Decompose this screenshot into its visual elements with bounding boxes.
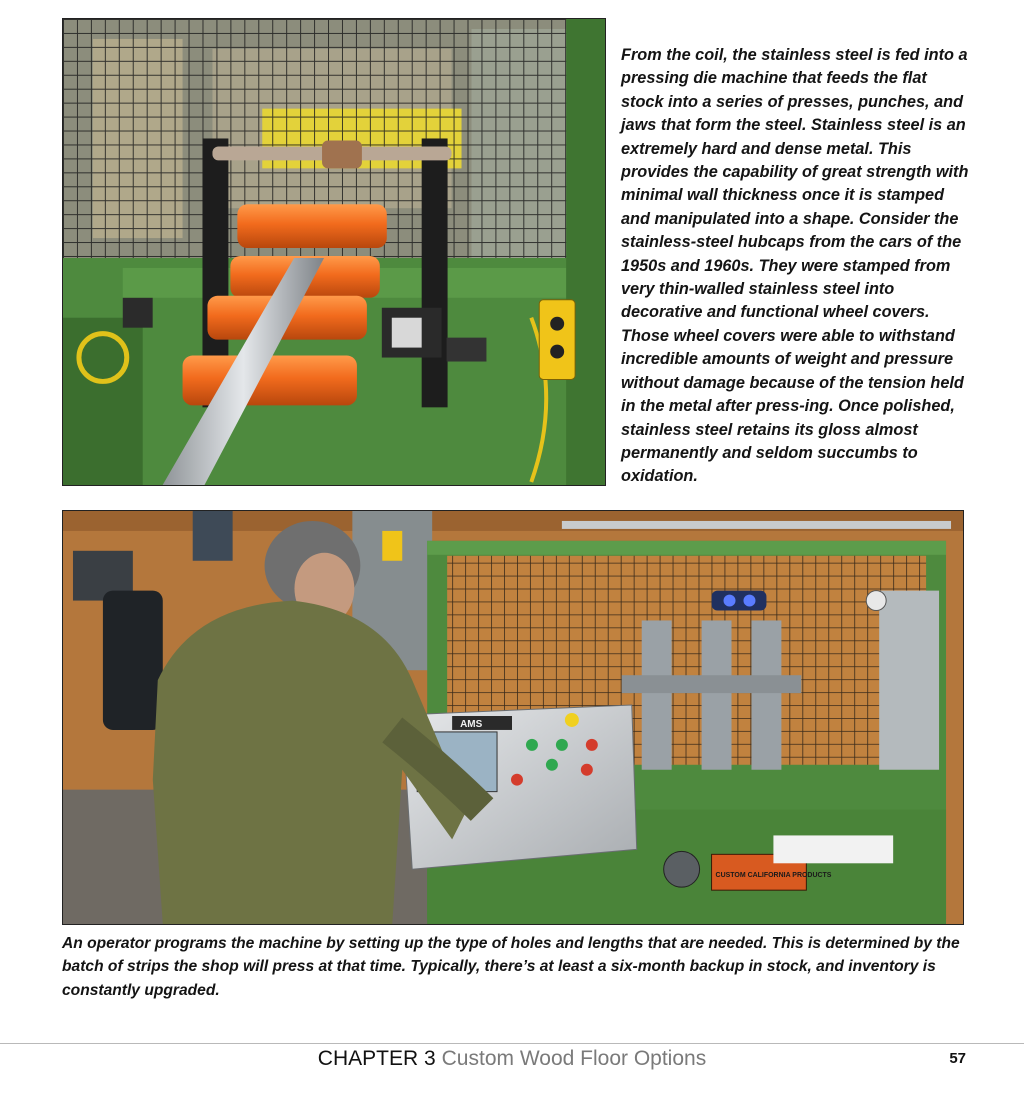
page-number: 57 xyxy=(949,1050,966,1067)
photo-feed-rollers xyxy=(62,18,606,486)
photo-caption: An operator programs the machine by setting up the type of holes and lengths that are needed. This is determined by the batch of strips the shop will press at that time. Typically, there’s at least a six-month backup in stock, and inventory is constantly upgraded. xyxy=(62,935,960,999)
chapter-title: Custom Wood Floor Options xyxy=(441,1047,707,1070)
chapter-label: CHAPTER 3 xyxy=(317,1047,436,1070)
footer-rule xyxy=(0,1043,1024,1044)
footer-chapter xyxy=(0,1045,1024,1073)
photo-operator-at-control-panel xyxy=(62,510,964,925)
nameplate-label: CUSTOM CALIFORNIA PRODUCTS xyxy=(715,872,832,880)
panel-brand-label: AMS xyxy=(460,718,483,730)
sidebar-paragraph: From the coil, the stainless steel is fed into a pressing die machine that feeds the flat stock into a series of presses, punches, and jaws that form the steel. Stainless steel is an extremely hard and dense metal. This provides the capability of great strength with minimal wall thickness once it is stamped and manipulated into a shape. Consider the stainless-steel hubcaps from the cars of the 1950s and 1960s. They were stamped from very thin-walled stainless steel into decorative and functional wheel covers. Those wheel covers were able to withstand incredible amounts of weight and pressure without damage because of the tension held in the metal after press-ing. Once polished, stainless steel retains its gloss almost permanently and seldom succumbs to oxidation. xyxy=(621,46,969,486)
